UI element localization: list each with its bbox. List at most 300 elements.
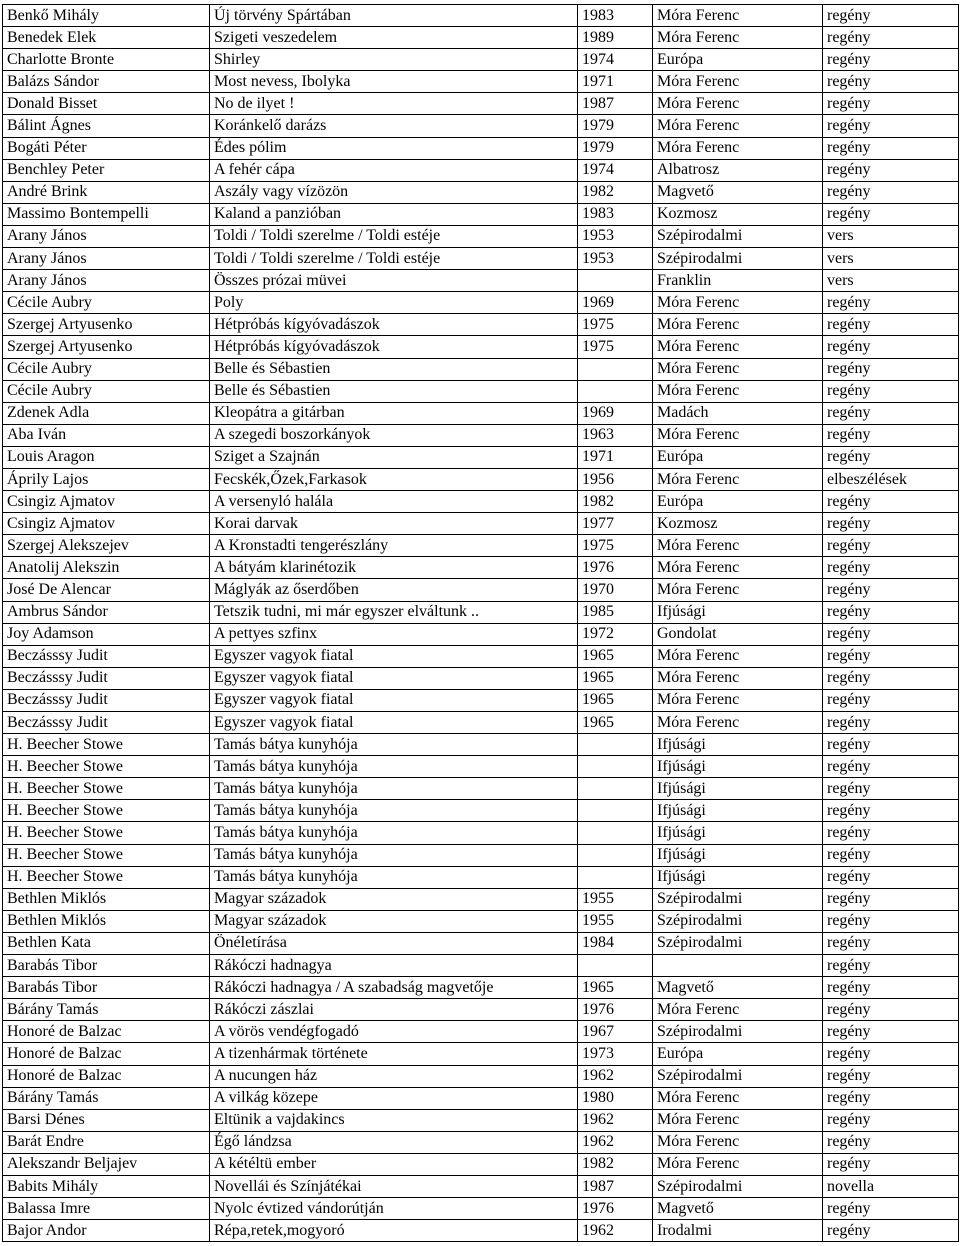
genre-cell: regény: [823, 159, 959, 181]
genre-cell: regény: [823, 336, 959, 358]
publisher-cell: Szépirodalmi: [653, 248, 823, 270]
year-cell: [578, 866, 653, 888]
year-cell: 1965: [578, 667, 653, 689]
author-cell: Arany János: [3, 270, 210, 292]
table-row: [3, 866, 959, 888]
title-cell: Tamás bátya kunyhója: [210, 778, 578, 800]
publisher-cell: Gondolat: [653, 623, 823, 645]
table-row: [3, 822, 959, 844]
genre-cell: regény: [823, 1043, 959, 1065]
table-row: [3, 1087, 959, 1109]
year-cell: 1976: [578, 999, 653, 1021]
publisher-cell: Szépirodalmi: [653, 225, 823, 247]
table-row: [3, 844, 959, 866]
title-cell: Shirley: [210, 49, 578, 71]
table-row: [3, 93, 959, 115]
year-cell: 1969: [578, 292, 653, 314]
author-cell: Csingiz Ajmatov: [3, 513, 210, 535]
table-row: [3, 468, 959, 490]
genre-cell: regény: [823, 778, 959, 800]
title-cell: Egyszer vagyok fiatal: [210, 667, 578, 689]
year-cell: 1970: [578, 579, 653, 601]
publisher-cell: Ifjúsági: [653, 800, 823, 822]
publisher-cell: Móra Ferenc: [653, 667, 823, 689]
publisher-cell: Ifjúsági: [653, 866, 823, 888]
genre-cell: regény: [823, 977, 959, 999]
title-cell: A tizenhármak története: [210, 1043, 578, 1065]
year-cell: 1982: [578, 491, 653, 513]
year-cell: 1979: [578, 115, 653, 137]
publisher-cell: Szépirodalmi: [653, 1175, 823, 1197]
title-cell: Önéletírása: [210, 932, 578, 954]
genre-cell: vers: [823, 225, 959, 247]
title-cell: Hétpróbás kígyóvadászok: [210, 336, 578, 358]
genre-cell: regény: [823, 822, 959, 844]
year-cell: 1983: [578, 5, 653, 27]
author-cell: Arany János: [3, 225, 210, 247]
title-cell: A kétéltü ember: [210, 1153, 578, 1175]
genre-cell: regény: [823, 71, 959, 93]
genre-cell: regény: [823, 932, 959, 954]
author-cell: Balassa Imre: [3, 1198, 210, 1220]
year-cell: 1962: [578, 1131, 653, 1153]
genre-cell: regény: [823, 446, 959, 468]
author-cell: Louis Aragon: [3, 446, 210, 468]
title-cell: Sziget a Szajnán: [210, 446, 578, 468]
year-cell: 1953: [578, 248, 653, 270]
author-cell: H. Beecher Stowe: [3, 756, 210, 778]
genre-cell: regény: [823, 623, 959, 645]
publisher-cell: Magvető: [653, 181, 823, 203]
title-cell: Novellái és Színjátékai: [210, 1175, 578, 1197]
title-cell: Új törvény Spártában: [210, 5, 578, 27]
author-cell: Benedek Elek: [3, 27, 210, 49]
genre-cell: regény: [823, 910, 959, 932]
title-cell: Égő lándzsa: [210, 1131, 578, 1153]
author-cell: H. Beecher Stowe: [3, 866, 210, 888]
author-cell: Zdenek Adla: [3, 402, 210, 424]
table-row: [3, 1220, 959, 1242]
year-cell: [578, 380, 653, 402]
table-row: [3, 977, 959, 999]
author-cell: H. Beecher Stowe: [3, 822, 210, 844]
table-row: [3, 955, 959, 977]
publisher-cell: Móra Ferenc: [653, 1131, 823, 1153]
year-cell: [578, 955, 653, 977]
title-cell: A vörös vendégfogadó: [210, 1021, 578, 1043]
table-row: [3, 513, 959, 535]
publisher-cell: Magvető: [653, 977, 823, 999]
genre-cell: regény: [823, 181, 959, 203]
genre-cell: regény: [823, 1087, 959, 1109]
genre-cell: regény: [823, 535, 959, 557]
author-cell: Bárány Tamás: [3, 999, 210, 1021]
table-row: [3, 491, 959, 513]
author-cell: Barsi Dénes: [3, 1109, 210, 1131]
publisher-cell: Irodalmi: [653, 1220, 823, 1242]
author-cell: Massimo Bontempelli: [3, 203, 210, 225]
table-row: [3, 225, 959, 247]
publisher-cell: Szépirodalmi: [653, 1065, 823, 1087]
publisher-cell: Szépirodalmi: [653, 1021, 823, 1043]
author-cell: Honoré de Balzac: [3, 1043, 210, 1065]
publisher-cell: Európa: [653, 49, 823, 71]
title-cell: Eltünik a vajdakincs: [210, 1109, 578, 1131]
table-row: [3, 645, 959, 667]
title-cell: Tamás bátya kunyhója: [210, 866, 578, 888]
title-cell: Toldi / Toldi szerelme / Toldi estéje: [210, 225, 578, 247]
table-row: [3, 910, 959, 932]
table-row: [3, 601, 959, 623]
publisher-cell: Móra Ferenc: [653, 557, 823, 579]
table-row: [3, 734, 959, 756]
title-cell: Most nevess, Ibolyka: [210, 71, 578, 93]
year-cell: [578, 734, 653, 756]
year-cell: 1972: [578, 623, 653, 645]
publisher-cell: Magvető: [653, 1198, 823, 1220]
publisher-cell: Európa: [653, 1043, 823, 1065]
genre-cell: regény: [823, 756, 959, 778]
genre-cell: regény: [823, 557, 959, 579]
publisher-cell: Móra Ferenc: [653, 468, 823, 490]
table-row: [3, 358, 959, 380]
year-cell: 1962: [578, 1065, 653, 1087]
table-row: [3, 1175, 959, 1197]
publisher-cell: Móra Ferenc: [653, 999, 823, 1021]
publisher-cell: Albatrosz: [653, 159, 823, 181]
author-cell: Csingiz Ajmatov: [3, 491, 210, 513]
publisher-cell: Ifjúsági: [653, 601, 823, 623]
genre-cell: regény: [823, 1065, 959, 1087]
author-cell: Bethlen Kata: [3, 932, 210, 954]
genre-cell: vers: [823, 270, 959, 292]
genre-cell: regény: [823, 358, 959, 380]
author-cell: Beczásssy Judit: [3, 689, 210, 711]
year-cell: [578, 822, 653, 844]
publisher-cell: Móra Ferenc: [653, 1109, 823, 1131]
author-cell: Barabás Tibor: [3, 977, 210, 999]
author-cell: Babits Mihály: [3, 1175, 210, 1197]
author-cell: Ambrus Sándor: [3, 601, 210, 623]
title-cell: Tamás bátya kunyhója: [210, 756, 578, 778]
table-row: [3, 49, 959, 71]
title-cell: No de ilyet !: [210, 93, 578, 115]
publisher-cell: Ifjúsági: [653, 734, 823, 756]
title-cell: Kleopátra a gitárban: [210, 402, 578, 424]
author-cell: Bethlen Miklós: [3, 910, 210, 932]
genre-cell: regény: [823, 424, 959, 446]
table-row: [3, 778, 959, 800]
genre-cell: regény: [823, 27, 959, 49]
title-cell: Répa,retek,mogyoró: [210, 1220, 578, 1242]
year-cell: 1976: [578, 557, 653, 579]
title-cell: Édes pólim: [210, 137, 578, 159]
table-row: [3, 1131, 959, 1153]
author-cell: Balázs Sándor: [3, 71, 210, 93]
publisher-cell: Móra Ferenc: [653, 27, 823, 49]
author-cell: Joy Adamson: [3, 623, 210, 645]
publisher-cell: Móra Ferenc: [653, 380, 823, 402]
genre-cell: regény: [823, 667, 959, 689]
title-cell: Összes prózai müvei: [210, 270, 578, 292]
author-cell: Benkő Mihály: [3, 5, 210, 27]
table-row: [3, 380, 959, 402]
year-cell: 1987: [578, 93, 653, 115]
author-cell: Barát Endre: [3, 1131, 210, 1153]
publisher-cell: Móra Ferenc: [653, 115, 823, 137]
year-cell: 1984: [578, 932, 653, 954]
title-cell: Aszály vagy vízözön: [210, 181, 578, 203]
table-row: [3, 756, 959, 778]
publisher-cell: Európa: [653, 491, 823, 513]
table-row: [3, 137, 959, 159]
publisher-cell: Kozmosz: [653, 513, 823, 535]
table-row: [3, 579, 959, 601]
table-row: [3, 1021, 959, 1043]
title-cell: A szegedi boszorkányok: [210, 424, 578, 446]
genre-cell: regény: [823, 1109, 959, 1131]
author-cell: Cécile Aubry: [3, 380, 210, 402]
genre-cell: regény: [823, 380, 959, 402]
title-cell: A vilkág közepe: [210, 1087, 578, 1109]
year-cell: 1974: [578, 49, 653, 71]
publisher-cell: Móra Ferenc: [653, 71, 823, 93]
author-cell: José De Alencar: [3, 579, 210, 601]
title-cell: Tamás bátya kunyhója: [210, 800, 578, 822]
year-cell: 1965: [578, 645, 653, 667]
genre-cell: regény: [823, 800, 959, 822]
year-cell: 1955: [578, 910, 653, 932]
genre-cell: regény: [823, 5, 959, 27]
year-cell: [578, 844, 653, 866]
title-cell: Egyszer vagyok fiatal: [210, 689, 578, 711]
publisher-cell: [653, 955, 823, 977]
title-cell: Egyszer vagyok fiatal: [210, 645, 578, 667]
author-cell: André Brink: [3, 181, 210, 203]
year-cell: 1967: [578, 1021, 653, 1043]
publisher-cell: Ifjúsági: [653, 844, 823, 866]
title-cell: Kaland a panzióban: [210, 203, 578, 225]
publisher-cell: Móra Ferenc: [653, 645, 823, 667]
table-row: [3, 1043, 959, 1065]
title-cell: Magyar századok: [210, 910, 578, 932]
title-cell: Hétpróbás kígyóvadászok: [210, 314, 578, 336]
genre-cell: regény: [823, 93, 959, 115]
table-row: [3, 181, 959, 203]
author-cell: H. Beecher Stowe: [3, 734, 210, 756]
year-cell: 1965: [578, 977, 653, 999]
year-cell: 1974: [578, 159, 653, 181]
year-cell: 1965: [578, 689, 653, 711]
table-row: [3, 1198, 959, 1220]
table-row: [3, 5, 959, 27]
table-row: [3, 932, 959, 954]
genre-cell: elbeszélések: [823, 468, 959, 490]
table-row: [3, 314, 959, 336]
title-cell: A fehér cápa: [210, 159, 578, 181]
title-cell: Tamás bátya kunyhója: [210, 734, 578, 756]
genre-cell: regény: [823, 689, 959, 711]
title-cell: Máglyák az őserdőben: [210, 579, 578, 601]
title-cell: Toldi / Toldi szerelme / Toldi estéje: [210, 248, 578, 270]
publisher-cell: Móra Ferenc: [653, 424, 823, 446]
year-cell: [578, 358, 653, 380]
author-cell: Bálint Ágnes: [3, 115, 210, 137]
year-cell: 1969: [578, 402, 653, 424]
publisher-cell: Móra Ferenc: [653, 5, 823, 27]
author-cell: Cécile Aubry: [3, 292, 210, 314]
author-cell: Aba Iván: [3, 424, 210, 446]
table-row: [3, 557, 959, 579]
title-cell: A bátyám klarinétozik: [210, 557, 578, 579]
genre-cell: regény: [823, 1153, 959, 1175]
genre-cell: regény: [823, 513, 959, 535]
publisher-cell: Ifjúsági: [653, 778, 823, 800]
publisher-cell: Móra Ferenc: [653, 579, 823, 601]
year-cell: 1953: [578, 225, 653, 247]
table-row: [3, 446, 959, 468]
book-table: [2, 4, 959, 1242]
title-cell: Fecskék,Őzek,Farkasok: [210, 468, 578, 490]
publisher-cell: Móra Ferenc: [653, 712, 823, 734]
table-row: [3, 535, 959, 557]
genre-cell: regény: [823, 888, 959, 910]
table-row: [3, 1065, 959, 1087]
year-cell: 1975: [578, 314, 653, 336]
title-cell: Egyszer vagyok fiatal: [210, 712, 578, 734]
author-cell: Szergej Artyusenko: [3, 314, 210, 336]
publisher-cell: Móra Ferenc: [653, 358, 823, 380]
publisher-cell: Szépirodalmi: [653, 888, 823, 910]
year-cell: 1962: [578, 1220, 653, 1242]
genre-cell: regény: [823, 1220, 959, 1242]
author-cell: Donald Bisset: [3, 93, 210, 115]
year-cell: 1963: [578, 424, 653, 446]
publisher-cell: Móra Ferenc: [653, 292, 823, 314]
year-cell: 1983: [578, 203, 653, 225]
author-cell: Benchley Peter: [3, 159, 210, 181]
genre-cell: regény: [823, 1131, 959, 1153]
genre-cell: regény: [823, 601, 959, 623]
author-cell: Honoré de Balzac: [3, 1065, 210, 1087]
genre-cell: regény: [823, 203, 959, 225]
author-cell: Honoré de Balzac: [3, 1021, 210, 1043]
author-cell: Bajor Andor: [3, 1220, 210, 1242]
publisher-cell: Móra Ferenc: [653, 93, 823, 115]
table-row: [3, 800, 959, 822]
title-cell: Magyar századok: [210, 888, 578, 910]
table-row: [3, 999, 959, 1021]
table-row: [3, 115, 959, 137]
genre-cell: vers: [823, 248, 959, 270]
table-row: [3, 402, 959, 424]
author-cell: H. Beecher Stowe: [3, 778, 210, 800]
publisher-cell: Ifjúsági: [653, 756, 823, 778]
author-cell: H. Beecher Stowe: [3, 844, 210, 866]
table-row: [3, 71, 959, 93]
publisher-cell: Móra Ferenc: [653, 137, 823, 159]
table-row: [3, 424, 959, 446]
genre-cell: regény: [823, 115, 959, 137]
publisher-cell: Szépirodalmi: [653, 932, 823, 954]
genre-cell: regény: [823, 49, 959, 71]
table-row: [3, 1153, 959, 1175]
genre-cell: regény: [823, 866, 959, 888]
publisher-cell: Móra Ferenc: [653, 336, 823, 358]
title-cell: Tetszik tudni, mi már egyszer elváltunk ..: [210, 601, 578, 623]
title-cell: Koránkelő darázs: [210, 115, 578, 137]
publisher-cell: Kozmosz: [653, 203, 823, 225]
year-cell: 1980: [578, 1087, 653, 1109]
publisher-cell: Móra Ferenc: [653, 1153, 823, 1175]
year-cell: 1971: [578, 71, 653, 93]
title-cell: Nyolc évtized vándorútján: [210, 1198, 578, 1220]
table-row: [3, 248, 959, 270]
genre-cell: regény: [823, 955, 959, 977]
author-cell: Beczásssy Judit: [3, 645, 210, 667]
year-cell: 1989: [578, 27, 653, 49]
author-cell: Szergej Artyusenko: [3, 336, 210, 358]
year-cell: 1982: [578, 1153, 653, 1175]
table-row: [3, 159, 959, 181]
author-cell: H. Beecher Stowe: [3, 800, 210, 822]
year-cell: 1977: [578, 513, 653, 535]
title-cell: Szigeti veszedelem: [210, 27, 578, 49]
genre-cell: regény: [823, 292, 959, 314]
table-row: [3, 667, 959, 689]
publisher-cell: Szépirodalmi: [653, 910, 823, 932]
table-row: [3, 1109, 959, 1131]
table-row: [3, 336, 959, 358]
title-cell: A pettyes szfinx: [210, 623, 578, 645]
year-cell: 1987: [578, 1175, 653, 1197]
author-cell: Bogáti Péter: [3, 137, 210, 159]
genre-cell: regény: [823, 1021, 959, 1043]
year-cell: [578, 778, 653, 800]
author-cell: Beczásssy Judit: [3, 712, 210, 734]
author-cell: Charlotte Bronte: [3, 49, 210, 71]
genre-cell: regény: [823, 314, 959, 336]
table-row: [3, 27, 959, 49]
genre-cell: regény: [823, 999, 959, 1021]
title-cell: A Kronstadti tengerészlány: [210, 535, 578, 557]
publisher-cell: Madách: [653, 402, 823, 424]
year-cell: 1975: [578, 535, 653, 557]
genre-cell: regény: [823, 491, 959, 513]
genre-cell: regény: [823, 734, 959, 756]
year-cell: 1955: [578, 888, 653, 910]
year-cell: 1976: [578, 1198, 653, 1220]
publisher-cell: Ifjúsági: [653, 822, 823, 844]
author-cell: Beczásssy Judit: [3, 667, 210, 689]
title-cell: Rákóczi zászlai: [210, 999, 578, 1021]
year-cell: [578, 270, 653, 292]
year-cell: 1985: [578, 601, 653, 623]
author-cell: Áprily Lajos: [3, 468, 210, 490]
genre-cell: regény: [823, 137, 959, 159]
year-cell: 1965: [578, 712, 653, 734]
author-cell: Barabás Tibor: [3, 955, 210, 977]
author-cell: Cécile Aubry: [3, 358, 210, 380]
genre-cell: novella: [823, 1175, 959, 1197]
table-row: [3, 623, 959, 645]
title-cell: Tamás bátya kunyhója: [210, 844, 578, 866]
year-cell: 1973: [578, 1043, 653, 1065]
author-cell: Bárány Tamás: [3, 1087, 210, 1109]
genre-cell: regény: [823, 844, 959, 866]
table-row: [3, 712, 959, 734]
title-cell: Rákóczi hadnagya / A szabadság magvetője: [210, 977, 578, 999]
